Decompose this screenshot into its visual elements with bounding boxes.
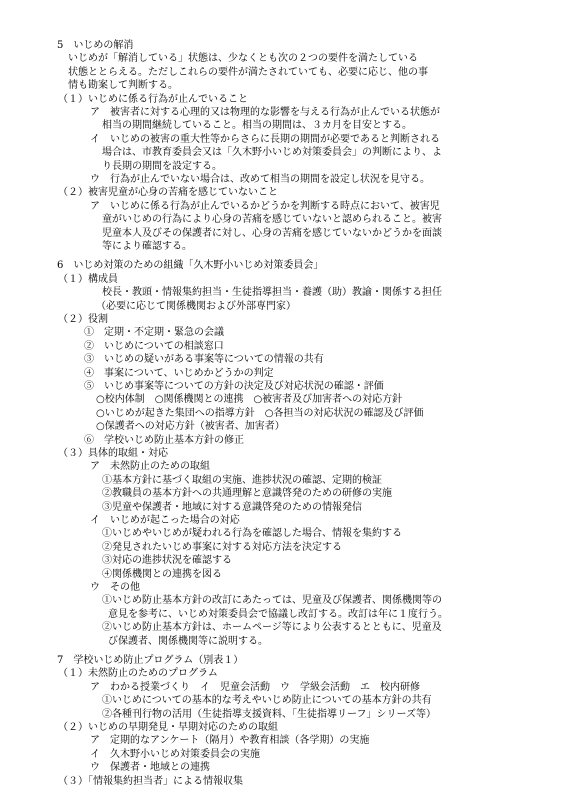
list-item: ①いじめについての基本的な考えやいじめ防止についての基本方針の共有 — [102, 695, 432, 707]
bullet-line: ○校内体制 ○関係機関との連携 ○被害者及び加害者への対応方針 — [96, 394, 403, 406]
subsection-heading: （２）いじめの早期発見・早期対応のための取組 — [58, 722, 278, 733]
list-item-continuation: 意見を参考に、いじめ対策委員会で協議し改訂する。改訂は年に１度行う。 — [108, 608, 448, 620]
list-item-continuation: 相当の期間継続していること。相当の期間は、３カ月を目安とする。 — [102, 120, 412, 132]
bullet-line: ○いじめが起きた集団への指導方針 ○各担当の対応状況の確認及び評価 — [96, 407, 424, 419]
list-item: ア わかる授業づくり イ 児童会活動 ウ 学級会活動 エ 校内研修 — [90, 681, 420, 693]
list-item: ウ その他 — [90, 582, 140, 593]
list-item: ⑥ 学校いじめ防止基本方針の修正 — [84, 434, 244, 446]
list-item: イ いじめが起こった場合の対応 — [90, 515, 240, 526]
list-item: ア 定期的なアンケート（隔月）や教育相談（各学期）の実施 — [90, 735, 370, 747]
list-item-continuation: 児童本人及びその保護者に対し、心身の苦痛を感じていないかどうかを面談 — [102, 227, 442, 239]
list-item: ア 未然防止のための取組 — [90, 461, 210, 473]
subsection-heading: （１）構成員 — [58, 273, 118, 285]
list-item: イ いじめの被害の重大性等からさらに長期の期間が必要であると判断される — [90, 133, 440, 145]
list-item: ①いじめやいじめが疑われる行為を確認した場合、情報を集約する — [102, 528, 402, 540]
list-item: ウ 行為が止んでいない場合は、改めて相当の期間を設定し状況を見守る。 — [90, 174, 430, 185]
subsection-heading: （３）具体的取組・対応 — [58, 448, 168, 459]
section-7-heading: 7 学校いじめ防止プログラム（別表１） — [57, 655, 244, 666]
list-item: ア 被害者に対する心理的又は物理的な影響を与える行為が止んでいる状態が — [90, 107, 440, 118]
subsection-heading: （２）被害児童が心身の苦痛を感じていないこと — [58, 187, 278, 199]
list-item: ①いじめ防止基本方針の改訂にあたっては、児童及び保護者、関係機関等の — [102, 595, 442, 607]
list-item: イ 久木野小いじめ対策委員会の実施 — [90, 748, 260, 760]
list-item-continuation: 童がいじめの行為により心身の苦痛を感じていないと認められること。被害 — [102, 214, 442, 226]
paragraph-line: 情も勘案して判断する。 — [68, 80, 178, 92]
paragraph-line: （必要に応じて関係機関および外部専門家） — [96, 300, 296, 312]
list-item: ①基本方針に基づく取組の実施、進捗状況の確認、定期的検証 — [102, 474, 382, 486]
list-item: ② いじめについての相談窓口 — [84, 340, 224, 352]
subsection-heading: （２）役割 — [58, 314, 108, 325]
subsection-heading: （１）いじめに係る行為が止んでいること — [58, 93, 248, 105]
list-item: ④関係機関との連携を図る — [102, 568, 222, 580]
list-item-continuation: 等により確認する。 — [102, 241, 192, 252]
list-item: ②発見されたいじめ事案に対する対応方法を決定する — [102, 541, 342, 553]
list-item: ウ 保護者・地域との連携 — [90, 762, 210, 774]
paragraph-line: 状態ととらえる。ただしこれらの要件が満たされていても、必要に応じ、他の事 — [68, 66, 428, 78]
section-5-heading: 5 いじめの解消 — [57, 40, 134, 51]
list-item: ③ いじめの疑いがある事案等についての情報の共有 — [84, 354, 324, 366]
list-item: ②各種刊行物の活用（生徒指導支援資料、「生徒指導リーフ」シリーズ等） — [102, 708, 436, 720]
subsection-heading: （１）未然防止のためのプログラム — [58, 668, 218, 680]
subsection-heading: （３）「情報集約担当者」による情報収集 — [58, 775, 243, 787]
list-item-continuation: 場合は、市教育委員会又は「久木野小いじめ対策委員会」の判断により、よ — [102, 147, 442, 159]
paragraph-line: 校長・教頭・情報集約担当・生徒指導担当・養護（助）教諭・関係する担任 — [102, 287, 442, 299]
list-item-continuation: り長期の期間を設定する。 — [102, 160, 222, 172]
list-item: ④ 事案について、いじめかどうかの判定 — [84, 367, 274, 379]
list-item: ③児童や保護者・地域に対する意識啓発のための情報発信 — [102, 501, 362, 513]
list-item: ②いじめ防止基本方針は、ホームページ等により公表するとともに、児童及 — [102, 622, 442, 634]
list-item-continuation: び保護者、関係機関等に説明する。 — [108, 635, 268, 647]
list-item: ア いじめに係る行為が止んでいるかどうかを判断する時点において、被害児 — [90, 200, 440, 212]
list-item: ②教職員の基本方針への共通理解と意識啓発のための研修の実施 — [102, 488, 392, 500]
bullet-line: ○保護者への対応方針（被害者、加害者） — [96, 421, 285, 433]
list-item: ③対応の進捗状況を確認する — [102, 555, 232, 567]
list-item: ① 定期・不定期・緊急の会議 — [84, 327, 224, 339]
paragraph-line: いじめが「解消している」状態は、少なくとも次の２つの要件を満たしている — [68, 53, 418, 65]
list-item: ⑤ いじめ事案等についての方針の決定及び対応状況の確認・評価 — [84, 381, 384, 392]
section-6-heading: 6 いじめ対策のための組織「久木野小いじめ対策委員会」 — [57, 260, 324, 272]
